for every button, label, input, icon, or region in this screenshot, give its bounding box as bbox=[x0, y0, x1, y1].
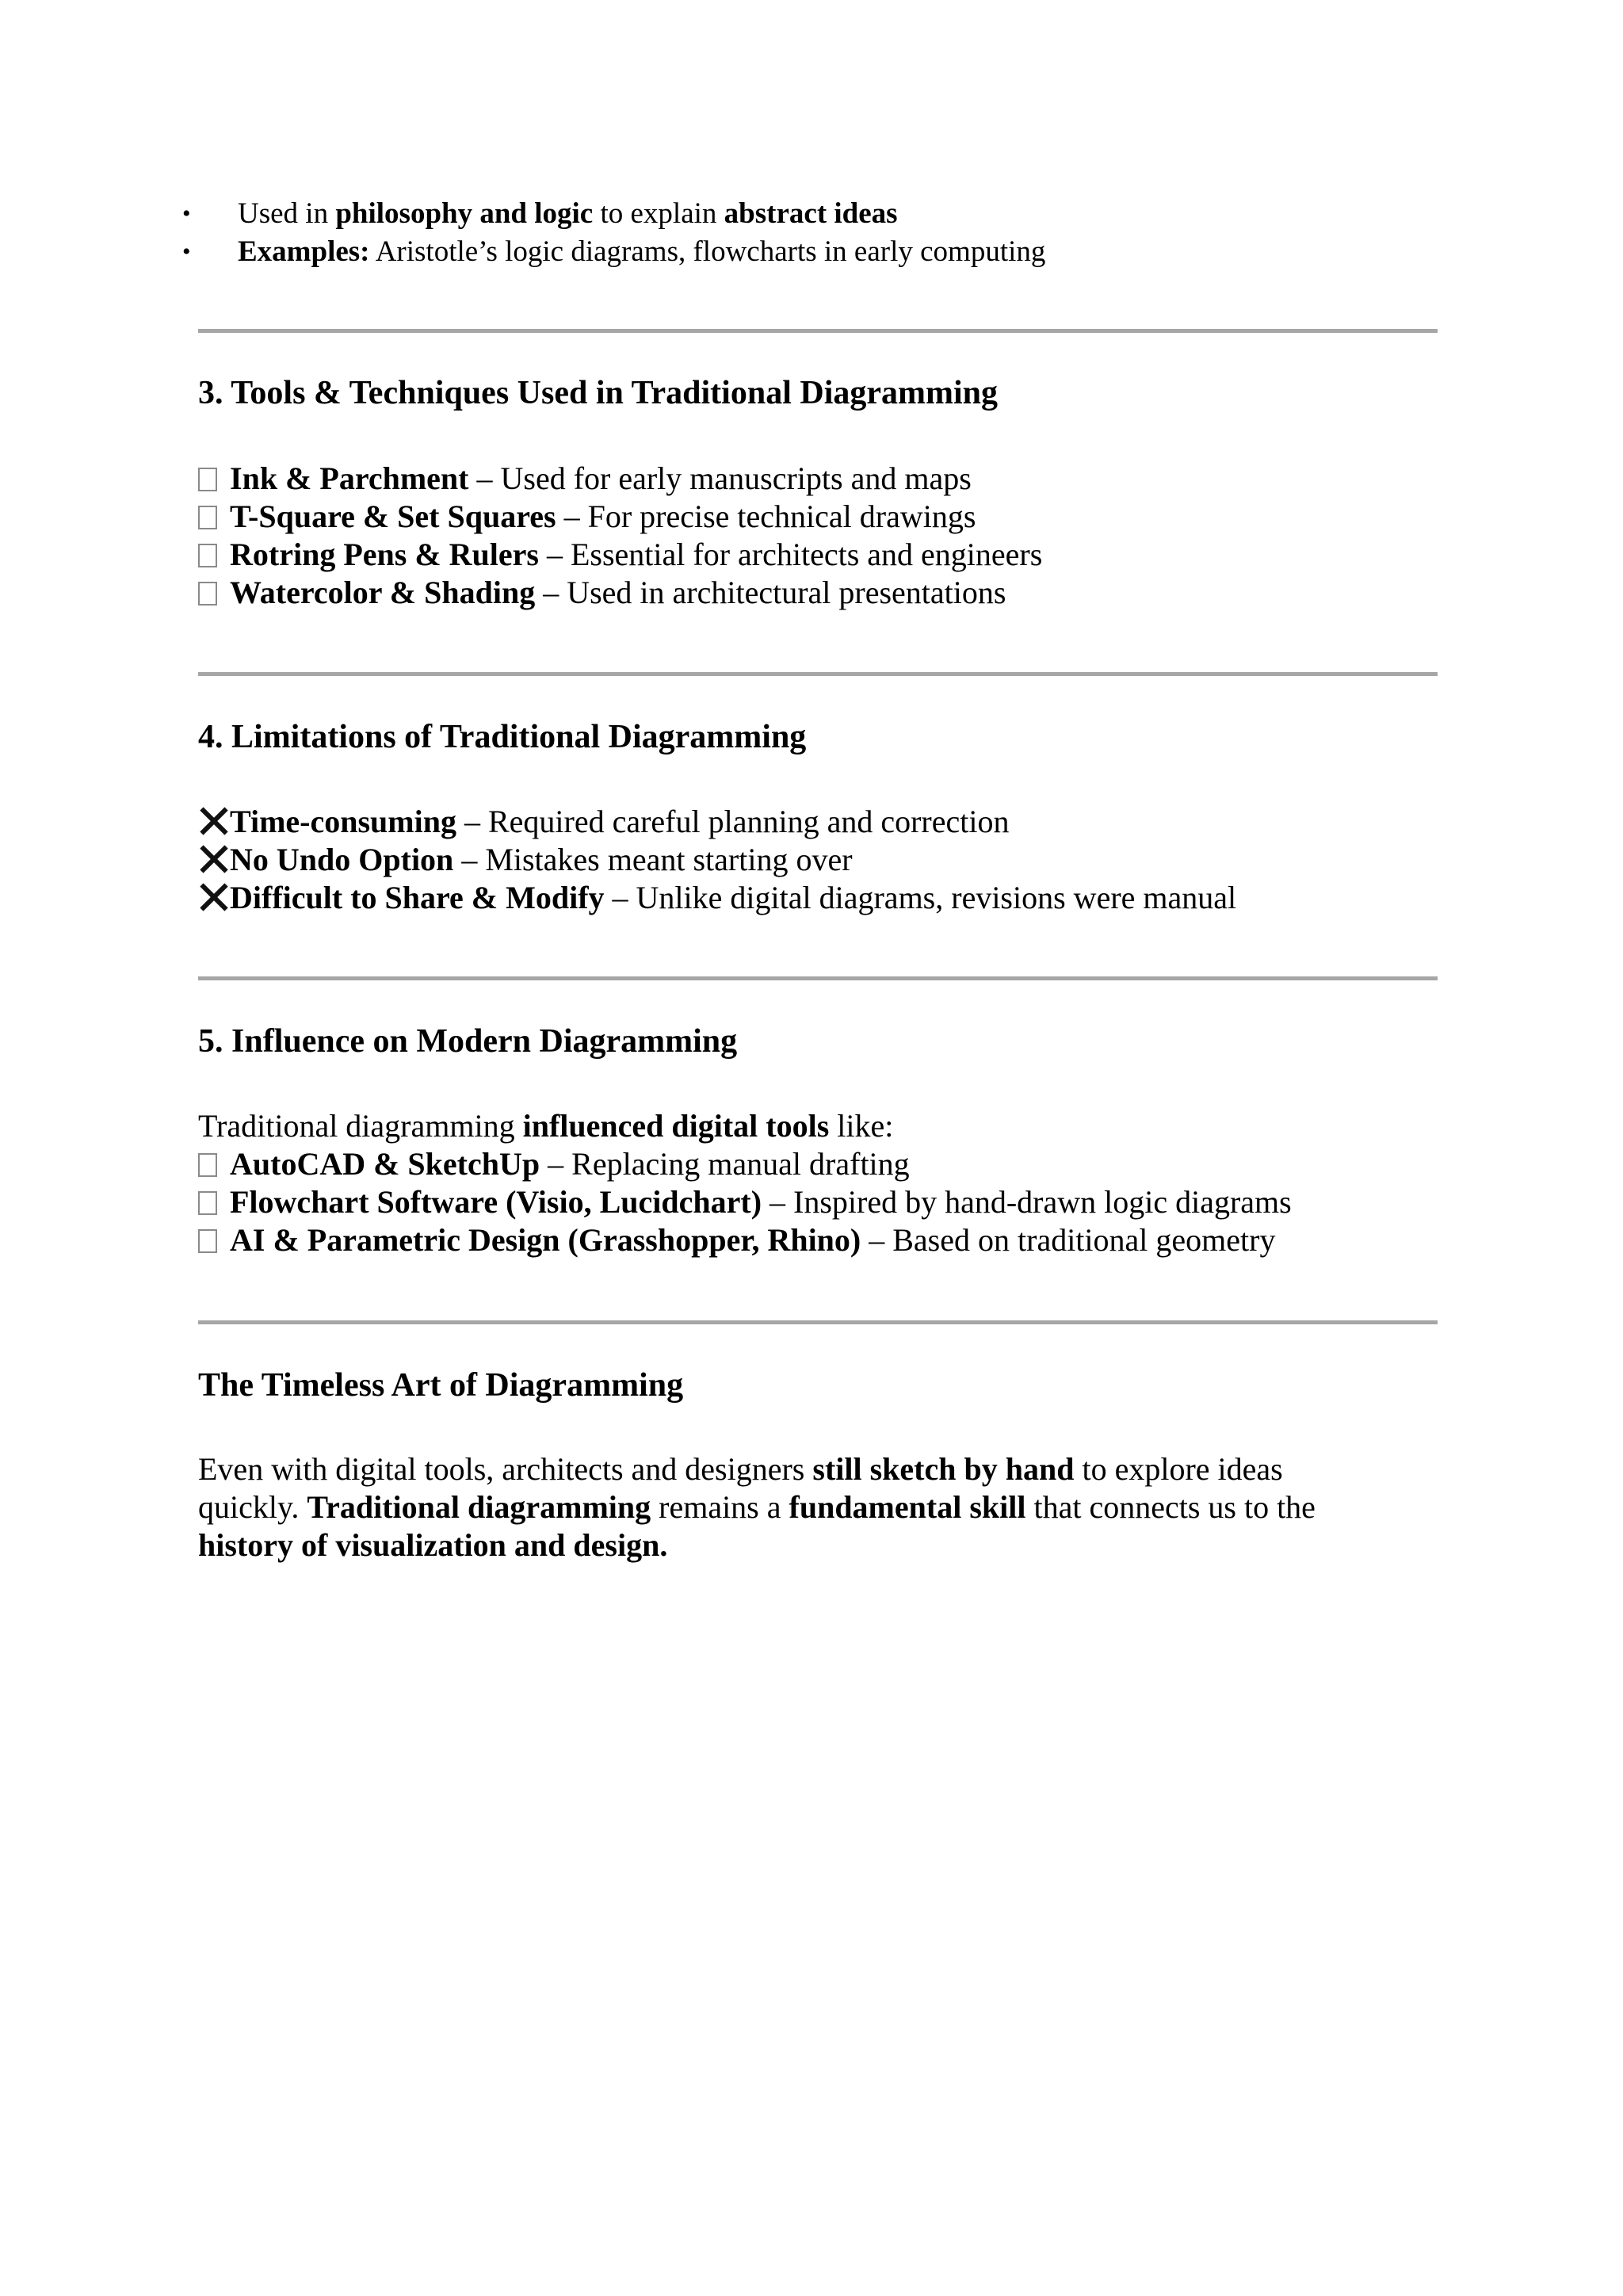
checkbox-glyph-icon bbox=[198, 582, 217, 606]
conclusion-title: The Timeless Art of Diagramming bbox=[198, 1367, 684, 1404]
section-3-list bbox=[198, 460, 1042, 612]
list-item: • Used in philosophy and logic to explain abstract ideas bbox=[238, 195, 1045, 233]
list-item: AutoCAD & SketchUp – Replacing manual drafting bbox=[198, 1145, 1292, 1183]
cross-mark-icon bbox=[198, 881, 228, 911]
list-item: T-Square & Set Squares – For precise technical drawings bbox=[198, 498, 1042, 536]
checkbox-glyph-icon bbox=[198, 544, 217, 567]
list-item: No Undo Option – Mistakes meant starting over bbox=[198, 841, 1236, 879]
paragraph-line: quickly. Traditional diagramming remains a fundamental skill that connects us to the bbox=[198, 1489, 1316, 1525]
bullet-icon: • bbox=[182, 239, 191, 265]
section-divider bbox=[198, 976, 1438, 980]
bullet-icon: • bbox=[182, 201, 191, 227]
section-5-intro: Traditional diagramming influenced digital tools like: bbox=[198, 1108, 894, 1144]
list-item: Rotring Pens & Rulers – Essential for architects and engineers bbox=[198, 536, 1042, 574]
list-item: AI & Parametric Design (Grasshopper, Rhino) – Based on traditional geometry bbox=[198, 1221, 1292, 1259]
checkbox-glyph-icon bbox=[198, 506, 217, 529]
section-4-title: 4. Limitations of Traditional Diagramming bbox=[198, 719, 807, 755]
conclusion-paragraph bbox=[198, 1450, 1316, 1564]
intro-bullet-list bbox=[182, 195, 1046, 271]
checkbox-glyph-icon bbox=[198, 1153, 217, 1177]
list-item: • Examples: Aristotle’s logic diagrams, flowcharts in early computing bbox=[238, 233, 1045, 271]
list-item: Ink & Parchment – Used for early manuscripts and maps bbox=[198, 460, 1042, 498]
list-item: Watercolor & Shading – Used in architectural presentations bbox=[198, 574, 1042, 612]
checkbox-glyph-icon bbox=[198, 1229, 217, 1253]
section-divider bbox=[198, 329, 1438, 333]
section-4-list bbox=[198, 803, 1236, 917]
section-5-title: 5. Influence on Modern Diagramming bbox=[198, 1023, 738, 1060]
section-divider bbox=[198, 672, 1438, 676]
checkbox-glyph-icon bbox=[198, 468, 217, 491]
cross-mark-icon bbox=[198, 805, 228, 835]
list-item: Difficult to Share & Modify – Unlike digital diagrams, revisions were manual bbox=[198, 879, 1236, 917]
paragraph-line: history of visualization and design. bbox=[198, 1527, 668, 1563]
section-3-title: 3. Tools & Techniques Used in Traditional Diagramming bbox=[198, 375, 999, 411]
section-5-list bbox=[198, 1107, 1292, 1259]
list-item: Time-consuming – Required careful planning and correction bbox=[198, 803, 1236, 841]
paragraph-line: Even with digital tools, architects and designers still sketch by hand to explore ideas bbox=[198, 1451, 1283, 1487]
checkbox-glyph-icon bbox=[198, 1191, 217, 1215]
cross-mark-icon bbox=[198, 843, 228, 873]
list-item: Flowchart Software (Visio, Lucidchart) – Inspired by hand-drawn logic diagrams bbox=[198, 1183, 1292, 1221]
section-divider bbox=[198, 1320, 1438, 1324]
